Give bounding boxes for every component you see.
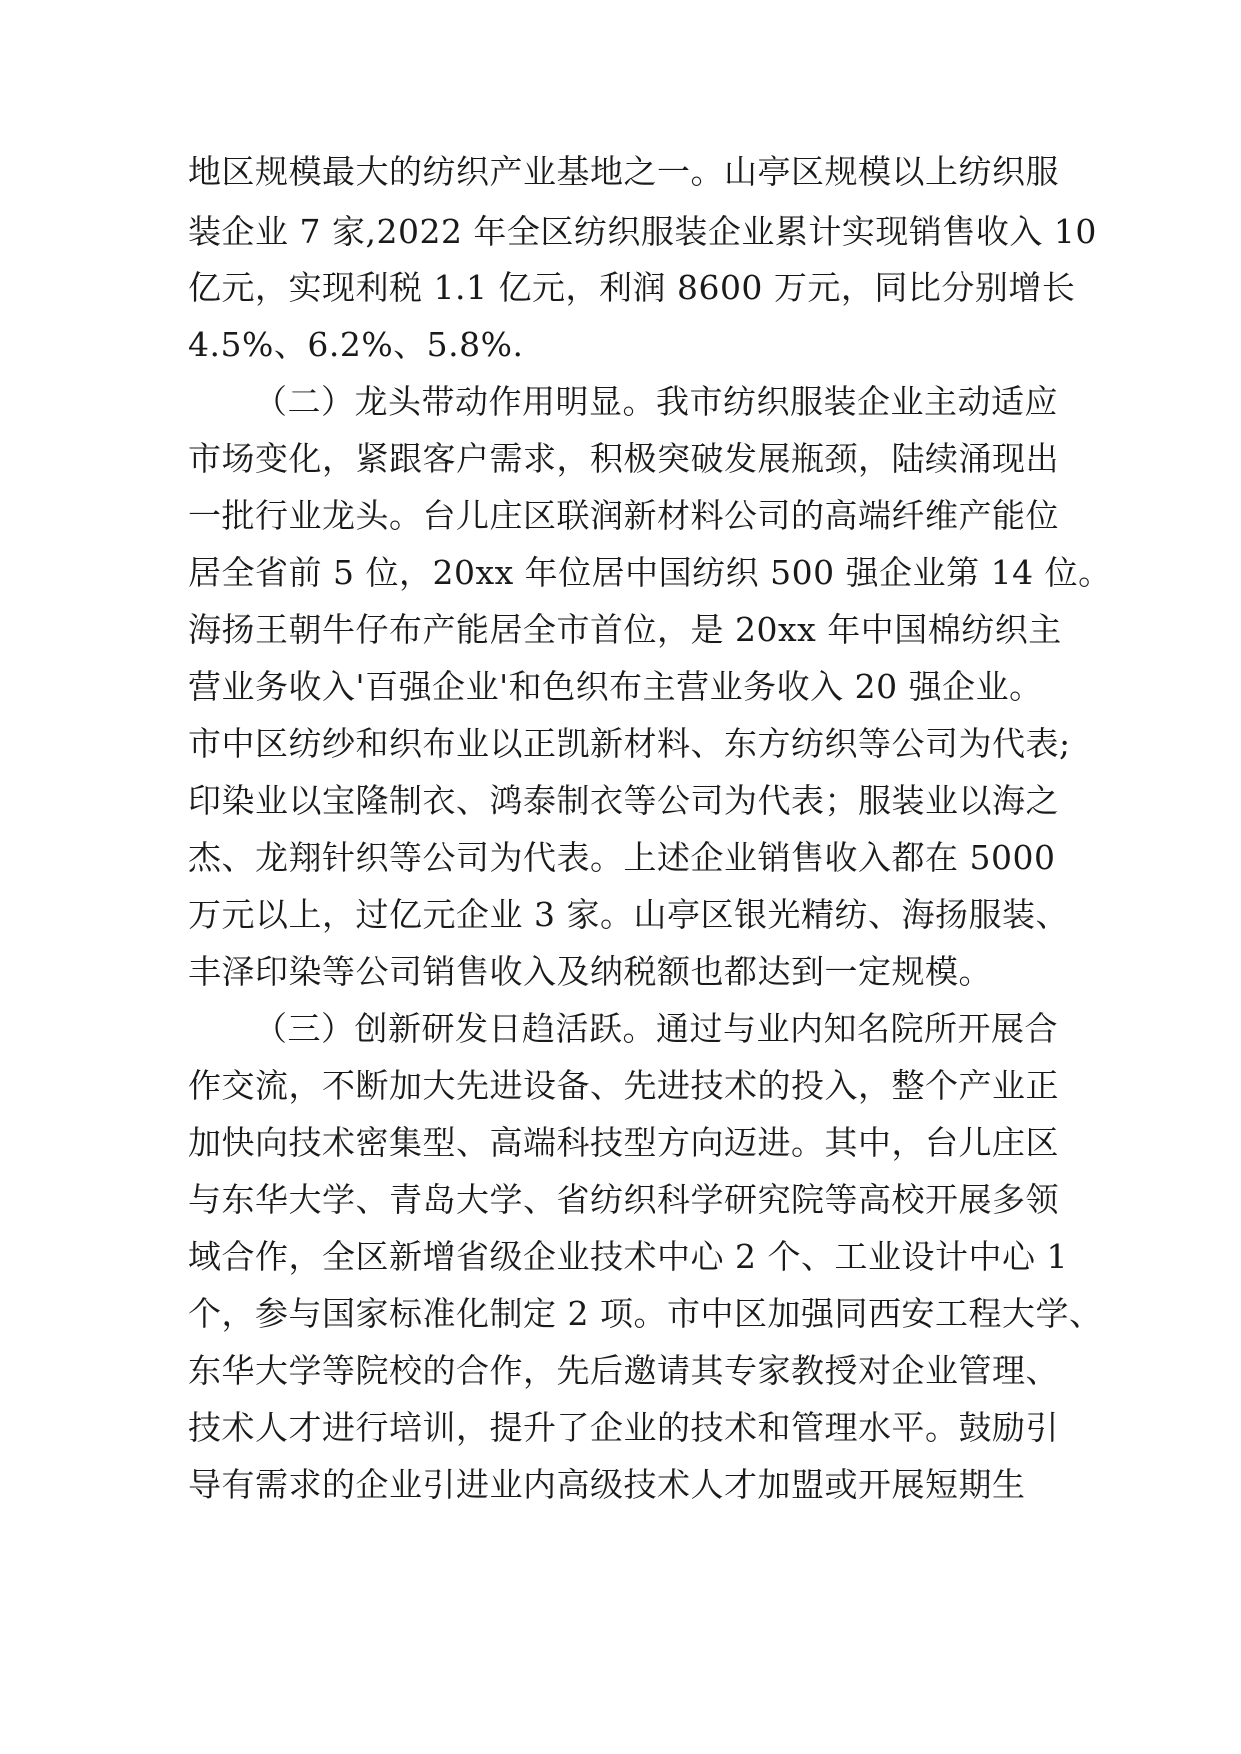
text-line: 市中区纺纱和织布业以正凯新材料、东方纺织等公司为代表; xyxy=(188,724,1071,763)
text-line: 一批行业龙头。台儿庄区联润新材料公司的高端纤维产能位 xyxy=(188,496,1059,535)
text-line: 个，参与国家标准化制定 2 项。市中区加强同西安工程大学、 xyxy=(188,1294,1103,1333)
text-line: 万元以上，过亿元企业 3 家。山亭区银光精纺、海扬服装、 xyxy=(188,895,1069,934)
text-line: 亿元，实现利税 1.1 亿元，利润 8600 万元，同比分别增长 xyxy=(188,268,1076,307)
text-line: 居全省前 5 位，20xx 年位居中国纺织 500 强企业第 14 位。 xyxy=(188,553,1112,592)
text-line: 技术人才进行培训，提升了企业的技术和管理水平。鼓励引 xyxy=(188,1408,1059,1447)
text-line: 与东华大学、青岛大学、省纺织科学研究院等高校开展多领 xyxy=(188,1180,1059,1219)
text-line: 导有需求的企业引进业内高级技术人才加盟或开展短期生 xyxy=(188,1465,1026,1504)
paragraph-heading-line: （二）龙头带动作用明显。我市纺织服装企业主动适应 xyxy=(254,382,1058,421)
text-line: 杰、龙翔针织等公司为代表。上述企业销售收入都在 5000 xyxy=(188,838,1056,877)
text-line: 地区规模最大的纺织产业基地之一。山亭区规模以上纺织服 xyxy=(188,152,1059,191)
text-line: 海扬王朝牛仔布产能居全市首位，是 20xx 年中国棉纺织主 xyxy=(188,610,1062,649)
text-line: 4.5%、6.2%、5.8%. xyxy=(188,325,524,364)
text-line: 加快向技术密集型、高端科技型方向迈进。其中，台儿庄区 xyxy=(188,1123,1059,1162)
text-line: 营业务收入'百强企业'和色织布主营业务收入 20 强企业。 xyxy=(188,667,1043,706)
text-line: 作交流，不断加大先进设备、先进技术的投入，整个产业正 xyxy=(188,1066,1059,1105)
text-line: 丰泽印染等公司销售收入及纳税额也都达到一定规模。 xyxy=(188,952,992,991)
text-line: 市场变化，紧跟客户需求，积极突破发展瓶颈，陆续涌现出 xyxy=(188,439,1059,478)
text-line: 东华大学等院校的合作，先后邀请其专家教授对企业管理、 xyxy=(188,1351,1059,1390)
text-line: 装企业 7 家,2022 年全区纺织服装企业累计实现销售收入 10 xyxy=(188,212,1097,251)
text-line: 印染业以宝隆制衣、鸿泰制衣等公司为代表；服装业以海之 xyxy=(188,781,1059,820)
text-line: 域合作，全区新增省级企业技术中心 2 个、工业设计中心 1 xyxy=(188,1237,1068,1276)
paragraph-heading-line: （三）创新研发日趋活跃。通过与业内知名院所开展合 xyxy=(254,1009,1058,1048)
